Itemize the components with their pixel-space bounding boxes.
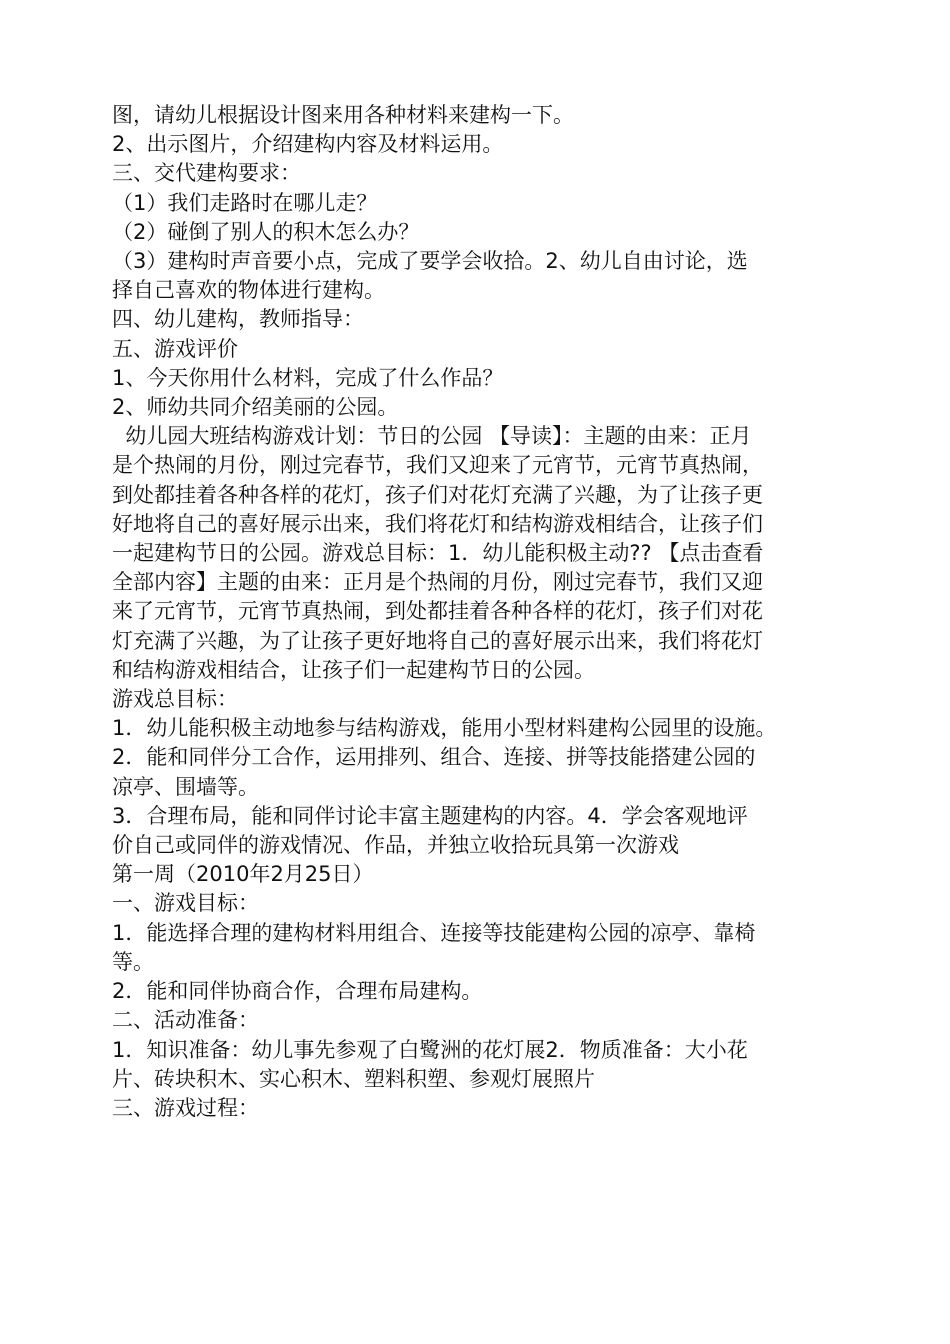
text-line: 一起建构节日的公园。游戏总目标：1．幼儿能积极主动?? 【点击查看 bbox=[112, 541, 764, 566]
text-line: 价自己或同伴的游戏情况、作品，并独立收拾玩具第一次游戏 bbox=[112, 833, 679, 858]
text-line: 等。 bbox=[112, 949, 154, 974]
text-line: 是个热闹的月份，刚过完春节，我们又迎来了元宵节，元宵节真热闹， bbox=[112, 453, 763, 478]
text-line: 1、今天你用什么材料，完成了什么作品？ bbox=[112, 365, 504, 390]
text-line: 2、师幼共同介绍美丽的公园。 bbox=[112, 395, 399, 420]
text-line: 择自己喜欢的物体进行建构。 bbox=[112, 278, 385, 303]
section-heading: 一、游戏目标： bbox=[112, 891, 259, 916]
section-heading: 游戏总目标： bbox=[112, 687, 238, 712]
text-line: 2．能和同伴分工合作，运用排列、组合、连接、拼等技能搭建公园的 bbox=[112, 745, 756, 770]
text-line: 3．合理布局，能和同伴讨论丰富主题建构的内容。4．学会客观地评 bbox=[112, 803, 748, 828]
section-heading: 三、游戏过程： bbox=[112, 1095, 259, 1120]
section-heading: 二、活动准备： bbox=[112, 1008, 259, 1033]
text-line: 全部内容】主题的由来：正月是个热闹的月份，刚过完春节，我们又迎 bbox=[112, 570, 763, 595]
text-line: （3）建构时声音要小点，完成了要学会收拾。2、幼儿自由讨论，选 bbox=[112, 249, 748, 274]
text-line: 2．能和同伴协商合作，合理布局建构。 bbox=[112, 979, 483, 1004]
document-body bbox=[112, 101, 852, 1123]
text-line: （2）碰倒了别人的积木怎么办？ bbox=[112, 219, 420, 244]
text-line: 幼儿园大班结构游戏计划：节日的公园 【导读】：主题的由来：正月 bbox=[112, 424, 752, 449]
text-line: 到处都挂着各种各样的花灯，孩子们对花灯充满了兴趣，为了让孩子更 bbox=[112, 482, 763, 507]
text-line: 1．能选择合理的建构材料用组合、连接等技能建构公园的凉亭、靠椅 bbox=[112, 920, 756, 945]
section-heading: 五、游戏评价 bbox=[112, 336, 238, 361]
text-line: 2、出示图片，介绍建构内容及材料运用。 bbox=[112, 132, 504, 157]
text-line: 灯充满了兴趣，为了让孩子更好地将自己的喜好展示出来，我们将花灯 bbox=[112, 628, 763, 653]
text-line: 和结构游戏相结合，让孩子们一起建构节日的公园。 bbox=[112, 657, 595, 682]
section-heading: 三、交代建构要求： bbox=[112, 161, 301, 186]
text-line: 凉亭、围墙等。 bbox=[112, 774, 259, 799]
text-line: 片、砖块积木、实心积木、塑料积塑、参观灯展照片 bbox=[112, 1066, 595, 1091]
text-line: 图，请幼儿根据设计图来用各种材料来建构一下。 bbox=[112, 103, 574, 127]
text-line: 1．知识准备：幼儿事先参观了白鹭洲的花灯展2．物质准备：大小花 bbox=[112, 1037, 748, 1062]
text-line: 来了元宵节，元宵节真热闹，到处都挂着各种各样的花灯，孩子们对花 bbox=[112, 599, 763, 624]
text-line: 1．幼儿能积极主动地参与结构游戏，能用小型材料建构公园里的设施。 bbox=[112, 716, 777, 741]
text-line: 好地将自己的喜好展示出来，我们将花灯和结构游戏相结合，让孩子们 bbox=[112, 511, 763, 536]
text-line: （1）我们走路时在哪儿走？ bbox=[112, 190, 378, 215]
section-heading: 第一周（2010年2月25日） bbox=[112, 862, 374, 887]
section-heading: 四、幼儿建构，教师指导： bbox=[112, 307, 364, 332]
